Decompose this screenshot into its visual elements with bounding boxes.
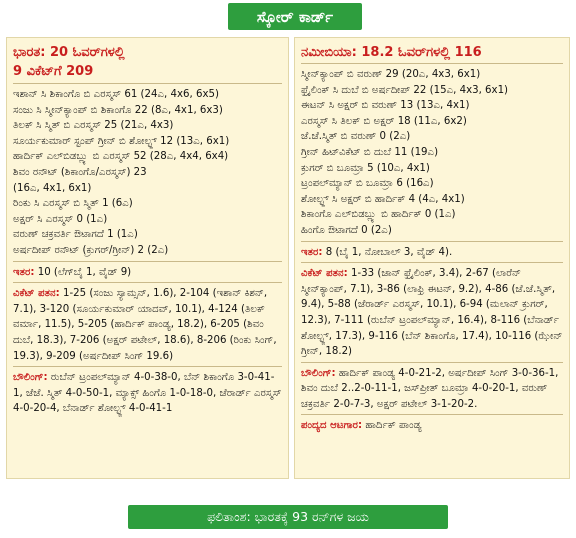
india-innings-heading: ಭಾರತ: 20 ಓವರ್‌ಗಳಲ್ಲಿ (13, 45, 125, 60)
batting-line: ಕ್ರುಗರ್ ಬಿ ಬೂಮ್ರಾ 5 (10ಎ, 4x1) (301, 162, 430, 174)
batting-line: ಗ್ರೀನ್ ಹಿಟ್‌ವಿಕೆಟ್ ಬಿ ದುಬೆ 11 (19ಎ) (301, 146, 439, 158)
divider (301, 414, 563, 415)
wickets-label: ವಿಕೆಟ್ ಪತನ: (301, 268, 348, 280)
batting-line: ಇಶಾನ್ ಸಿ ಶಿಕಾಂಗೊ ಬಿ ಎರಸ್ಮಸ್ 61 (24ಎ, 4x6, 6x5) (13, 89, 219, 100)
namibia-fall-of-wickets (301, 266, 563, 360)
india-total: 9 ವಿಕೆಟ್‌ಗೆ 209 (13, 64, 94, 79)
divider (13, 366, 282, 367)
divider (13, 83, 282, 84)
batting-line: ಸಂಜು ಸಿ ಸ್ಮೀನ್‌ಕ್ಯಾಂಪ್ ಬಿ ಶಿಕಾಂಗೊ 22 (8ಎ, 4x1, 6x3) (13, 104, 223, 116)
batting-line: ಶಿಕಾಂಗೊ ಎಲ್‌ಬಿಡಬ್ಲ್ಯು ಬಿ ಹಾರ್ದಿಕ್ 0 (1ಎ) (301, 209, 456, 221)
namibia-batting-list (301, 67, 563, 239)
divider (301, 241, 563, 242)
india-fall-of-wickets (13, 286, 282, 364)
india-extras (13, 265, 282, 281)
extras-label: ಇತರ: (13, 266, 35, 278)
india-batting-list (13, 87, 282, 259)
batting-line: ಎರಸ್ಮಸ್ ಸಿ ತಿಲಕ್ ಬಿ ಅಕ್ಷರ್ 18 (11ಎ, 6x2) (301, 115, 467, 127)
pom-label: ಪಂದ್ಯದ ಆಟಗಾರ: (301, 420, 363, 432)
batting-line: ಅಕ್ಷರ್ ಸಿ ಎರಸ್ಮಸ್ 0 (1ಎ) (13, 213, 108, 225)
bowling-label: ಬೌಲಿಂಗ್: (301, 367, 336, 379)
bowling-value: ರುಬೆನ್ ಟ್ರಂಪಲ್‌ಮ್ಯಾನ್ 4-0-38-0, ಬೆನ್ ಶಿಕಾಂಗೊ 3-0-41-1, ಜೆಜೆ. ಸ್ಮಿತ್ 4-0-50-1, ಮ್ಯಾಕ್ಸ್ ಹಿಂಗೊ 1-0-18-0, ಜೆರಾರ್ಡ್ ಎರಸ್ಮಸ್ 4-0-20-4, ಬೆನಾರ್ಡ್ ಶೋಲ್ಟ್ಜ್ 4-0-41-1 (13, 372, 282, 415)
player-of-the-match (301, 418, 563, 434)
batting-line: (16ಎ, 4x1, 6x1) (13, 182, 92, 194)
wickets-value: 1-25 (ಸಂಜು ಸ್ಯಾಮ್ಸನ್, 1.6), 2-104 (ಇಶಾನ್ ಕಿಶನ್, 7.1), 3-120 (ಸೂರ್ಯಕುಮಾರ್ ಯಾದವ್, 10.1), 4-124 (ತಿಲಕ್ ವರ್ಮಾ, 11.5), 5-205 (ಹಾರ್ದಿಕ್ ಪಾಂಡ್ಯ, 18.2), 6-205 (ಶಿವಂ ದುಬೆ, 18.3), 7-206 (ಅಕ್ಷರ್ ಪಟೇಲ್, 18.6), 8-206 (ರಿಂಕು ಸಿಂಗ್, 19.3), 9-209 (ಅರ್ಷದೀಪ್ ಸಿಂಗ್ 19.6) (13, 288, 277, 362)
batting-line: ಈಟನ್ ಸಿ ಅಕ್ಷರ್ ಬಿ ವರುಣ್ 13 (13ಎ, 4x1) (301, 100, 470, 112)
batting-line: ಸೂರ್ಯಕುಮಾರ್ ಸ್ಟಂಪ್ ಗ್ರೀನ್ ಬಿ ಶೋಲ್ಟ್ಜ್ 12 (13ಎ, 6x1) (13, 135, 230, 147)
divider (301, 63, 563, 64)
divider (301, 262, 563, 263)
batting-line: ಸ್ಮೀನ್‌ಕ್ಯಾಂಪ್ ಬಿ ವರುಣ್ 29 (20ಎ, 4x3, 6x1) (301, 69, 481, 80)
india-bowling (13, 370, 282, 417)
batting-line: ಹಿಂಗೊ ಔಟಾಗದೆ 0 (2ಎ) (301, 224, 392, 236)
batting-line: ಶಿವಂ ರನೌಟ್ (ಶಿಕಾಂಗೊ/ಎರಸ್ಮಸ್) 23 (13, 166, 147, 178)
batting-line: ಫ್ರೈಲಿಂಕ್ ಸಿ ದುಬೆ ಬಿ ಅರ್ಷದೀಪ್ 22 (15ಎ, 4x3, 6x1) (301, 84, 509, 96)
bowling-label: ಬೌಲಿಂಗ್: (13, 372, 48, 384)
batting-line: ವರುಣ್ ಚಕ್ರವರ್ತಿ ಔಟಾಗದೆ 1 (1ಎ) (13, 229, 138, 241)
divider (13, 261, 282, 262)
namibia-bowling (301, 366, 563, 413)
wickets-value: 1-33 (ಜಾನ್ ಫ್ರೈಲಿಂಕ್, 3.4), 2-67 (ಲಾರೆನ್ ಸ್ಮೀನ್‌ಕ್ಯಾಂಪ್, 7.1), 3-86 (ಲಾಫ್ರಿ ಈಟನ್, 9.2), 4-86 (ಜೆ.ಜೆ.ಸ್ಮಿತ್, 9.4), 5-88 (ಜೆರಾರ್ಡ್ ಎರಸ್ಮಸ್, 10.1), 6-94 (ಮಲಾನ್ ಕ್ರುಗರ್, 12.3), 7-111 (ರುಬೆನ್ ಟ್ರಂಪಲ್‌ಮ್ಯಾನ್, 16.4), 8-116 (ಬೆನಾರ್ಡ್ ಶೋಲ್ಟ್ಜ್, 17.3), 9-116 (ಬೆನ್ ಶಿಕಾಂಗೊ, 17.4), 10-116 (ಝೇನ್ ಗ್ರೀನ್, 18.2) (301, 268, 563, 358)
extras-value: 8 (ಬೈ 1, ನೋಬಾಲ್ 3, ವೈಡ್ 4). (325, 246, 453, 258)
batting-line: ಟ್ರಂಪಲ್‌ಮ್ಯಾನ್ ಬಿ ಬೂಮ್ರಾ 6 (16ಎ) (301, 178, 434, 190)
namibia-extras (301, 245, 563, 261)
batting-line: ಜೆ.ಜೆ.ಸ್ಮಿತ್ ಬಿ ವರುಣ್ 0 (2ಎ) (301, 131, 411, 143)
india-innings-panel (6, 37, 289, 479)
batting-line: ರಿಂಕು ಸಿ ಎರಸ್ಮಸ್ ಬಿ ಸ್ಮಿತ್ 1 (6ಎ) (13, 198, 133, 210)
extras-value: 10 (ಲೆಗ್‌ಬೈ 1, ವೈಡ್ 9) (37, 266, 132, 278)
extras-label: ಇತರ: (301, 246, 323, 258)
scorecard-title: ಸ್ಕೋರ್ ಕಾರ್ಡ್ (228, 3, 362, 30)
pom-value: ಹಾರ್ದಿಕ್ ಪಾಂಡ್ಯ (365, 420, 422, 432)
batting-line: ಶೋಲ್ಟ್ಜ್ ಸಿ ಅಕ್ಷರ್ ಬಿ ಹಾರ್ದಿಕ್ 4 (4ಎ, 4x1) (301, 193, 465, 205)
batting-line: ತಿಲಕ್ ಸಿ ಸ್ಮಿತ್ ಬಿ ಎರಸ್ಮಸ್ 25 (21ಎ, 4x3) (13, 120, 174, 132)
namibia-innings-panel (294, 37, 570, 479)
match-result: ಫಲಿತಾಂಶ: ಭಾರತಕ್ಕೆ 93 ರನ್‌ಗಳ ಜಯ (128, 505, 448, 529)
namibia-innings-heading: ನಮೀಬಿಯಾ: 18.2 ಓವರ್‌ಗಳಲ್ಲಿ 116 (301, 45, 482, 60)
batting-line: ಅರ್ಷದೀಪ್ ರನೌಟ್ (ಕ್ರುಗರ್/ಗ್ರೀನ್) 2 (2ಎ) (13, 244, 169, 256)
wickets-label: ವಿಕೆಟ್ ಪತನ: (13, 288, 60, 300)
batting-line: ಹಾರ್ದಿಕ್ ಎಲ್‌ಬಿಡಬ್ಲ್ಯು ಬಿ ಎರಸ್ಮಸ್ 52 (28ಎ, 4x4, 6x4) (13, 151, 229, 163)
divider (13, 282, 282, 283)
bowling-value: ಹಾರ್ದಿಕ್ ಪಾಂಡ್ಯ 4-0-21-2, ಅರ್ಷದೀಪ್ ಸಿಂಗ್ 3-0-36-1, ಶಿವಂ ದುಬೆ 2..2-0-11-1, ಜಸ್‌ಪ್ರೀತ್ ಬೂಮ್ರಾ 4-0-20-1, ವರುಣ್ ಚಕ್ರವರ್ತಿ 2-0-7-3, ಅಕ್ಷರ್ ಪಟೇಲ್ 3-1-20-2. (301, 367, 559, 410)
divider (301, 362, 563, 363)
scorecard-header (0, 0, 576, 33)
